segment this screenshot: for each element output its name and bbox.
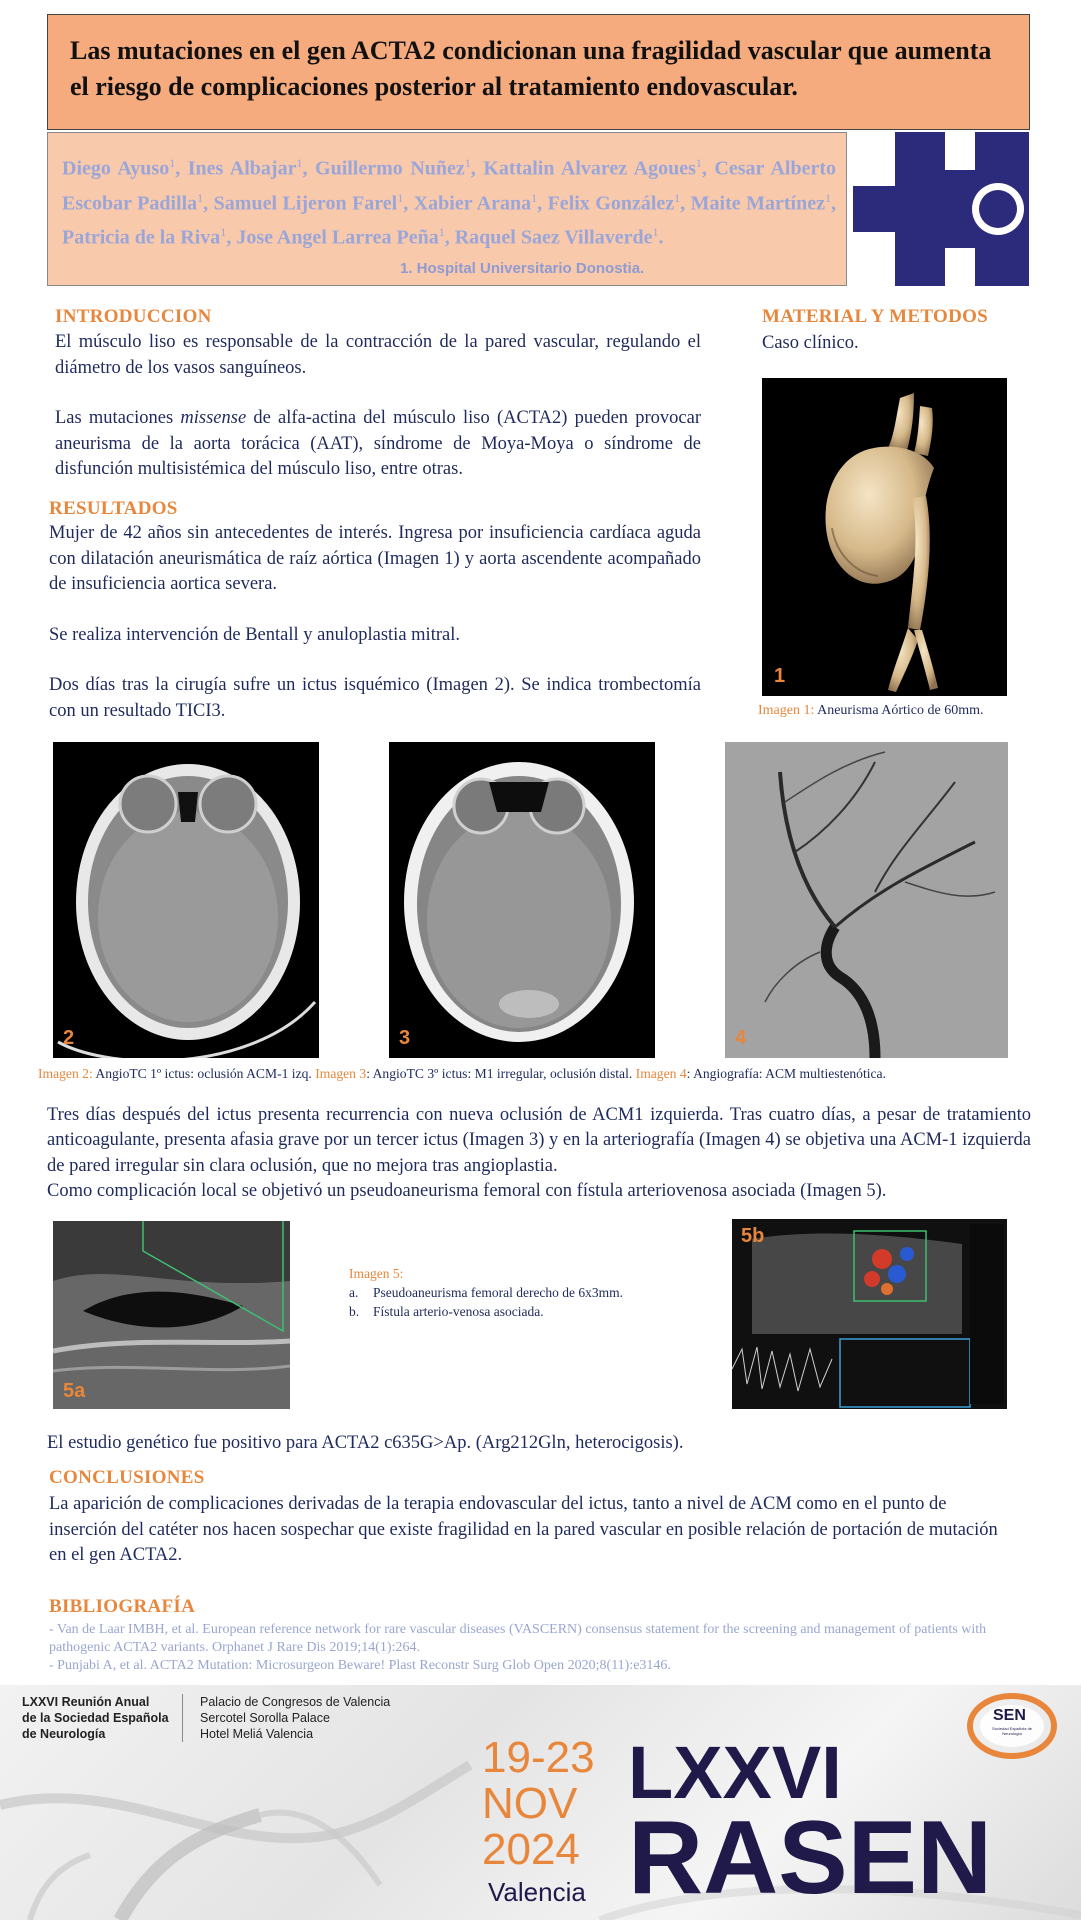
results-paragraph-3: Dos días tras la cirugía sufre un ictus isquémico (Imagen 2). Se indica trombectomía con un resultado TICI3. bbox=[49, 675, 701, 721]
author-list bbox=[62, 149, 836, 253]
angiography-image-4 bbox=[725, 742, 1008, 1058]
logo-stem bbox=[895, 132, 945, 286]
author-affiliation-mark: 1 bbox=[438, 225, 445, 240]
hospital-logo bbox=[853, 132, 1029, 286]
results-paragraph-1: Mujer de 42 años sin antecedentes de interés. Ingresa por insuficiencia cardíaca aguda con dilatación aneurismática de raíz aórtica (Imagen 1) y aorta ascendente acompañado de insuficiencia aortica severa. bbox=[49, 523, 701, 594]
logo-notch-bottom bbox=[945, 248, 975, 286]
ct-image-3 bbox=[389, 742, 655, 1058]
aorta-illustration bbox=[762, 378, 1007, 696]
venue-list: Palacio de Congresos de Valencia Sercotel Sorolla Palace Hotel Meliá Valencia bbox=[200, 1695, 391, 1741]
logo-notch-top bbox=[945, 132, 975, 170]
image-label-5a: 5a bbox=[63, 1380, 86, 1402]
image-5-caption-list bbox=[349, 1283, 623, 1321]
results-text bbox=[49, 521, 701, 724]
author-separator: , bbox=[403, 192, 414, 215]
author-affiliation-mark: 1 bbox=[397, 190, 404, 205]
author-affiliation-mark: 1 bbox=[674, 190, 681, 205]
author-name: Xabier Arana bbox=[413, 192, 532, 215]
author-name: Maite Martínez bbox=[690, 192, 825, 215]
doppler-image-5b bbox=[732, 1219, 1007, 1409]
caption-item-text: Pseudoaneurisma femoral derecho de 6x3mm. bbox=[373, 1285, 624, 1300]
results-heading: RESULTADOS bbox=[49, 498, 178, 519]
doppler-5b bbox=[732, 1219, 1007, 1409]
ct-scan-3 bbox=[389, 742, 655, 1058]
congress-acronym: RASEN bbox=[628, 1800, 993, 1916]
author-separator: , bbox=[302, 157, 316, 180]
image-number-4: 4 bbox=[735, 1027, 747, 1049]
bibliography-heading: BIBLIOGRAFÍA bbox=[49, 1596, 196, 1617]
sen-logo bbox=[965, 1689, 1059, 1763]
course-paragraph-1: Tres días después del ictus presenta recurrencia con nueva oclusión de ACM1 izquierda. Tras cuatro días, a pesar de tratamiento anticoagulante, presenta afasia grave por un tercer ictus (Imagen 3) y en la arteriografía (Imagen 4) se objetiva una ACM-1 izquierda de pared irregular sin clara oclusión, que no mejora tras angioplastia. bbox=[47, 1105, 1031, 1176]
intro-heading: INTRODUCCION bbox=[55, 306, 212, 327]
caption-item bbox=[349, 1302, 623, 1321]
author-separator: . bbox=[658, 226, 664, 249]
image-1-caption: Imagen 1: Aneurisma Aórtico de 60mm. bbox=[758, 703, 984, 718]
author-name: Patricia de la Riva bbox=[62, 226, 221, 249]
bibliography-list bbox=[49, 1621, 999, 1675]
footer-divider bbox=[182, 1694, 183, 1742]
author-separator: , bbox=[226, 226, 237, 249]
ultrasound-image-5a bbox=[53, 1221, 290, 1409]
author-affiliation-mark: 1 bbox=[652, 225, 659, 240]
author-affiliation-mark: 1 bbox=[531, 190, 538, 205]
angiography-scan bbox=[725, 742, 1008, 1058]
author-name: Diego Ayuso bbox=[62, 157, 170, 180]
reference-2: - Punjabi A, et al. ACTA2 Mutation: Microsurgeon Beware! Plast Reconstr Surg Glob Open 2020;8(11):e3146. bbox=[49, 1658, 671, 1673]
caption-item-marker: b. bbox=[349, 1304, 360, 1319]
caption-item-text: Fístula arterio-venosa asociada. bbox=[373, 1304, 544, 1319]
author-separator: , bbox=[680, 192, 691, 215]
genetic-result: El estudio genético fue positivo para ACTA2 c635G>Ap. (Arg212Gln, heterocigosis). bbox=[47, 1433, 684, 1453]
caption-item bbox=[349, 1283, 623, 1302]
aorta-3d-image bbox=[762, 378, 1007, 696]
caption-item-marker: a. bbox=[349, 1285, 359, 1300]
ct-image-2 bbox=[53, 742, 319, 1058]
author-name: Jose Angel Larrea Peña bbox=[236, 226, 439, 249]
clinical-course-text bbox=[47, 1103, 1031, 1204]
author-affiliation-mark: 1 bbox=[825, 190, 831, 205]
image-5-caption bbox=[349, 1264, 623, 1321]
ct-scan-2 bbox=[53, 742, 319, 1058]
image-number-1: 1 bbox=[774, 665, 786, 687]
author-separator: , bbox=[701, 157, 715, 180]
image-number-3: 3 bbox=[399, 1027, 411, 1049]
logo-dot bbox=[979, 190, 1017, 228]
author-affiliation-mark: 1 bbox=[695, 156, 702, 170]
ultrasound-5a bbox=[53, 1221, 290, 1409]
author-separator: , bbox=[175, 157, 188, 180]
sen-logo-subtitle: Sociedad Española de Neurología bbox=[991, 1726, 1033, 1736]
intro-paragraph-2: Las mutaciones missense de alfa-actina del músculo liso (ACTA2) pueden provocar aneurisma de la aorta torácica (AAT), síndrome de Moya-Moya o síndrome de disfunción multisistémica del músculo liso, entre otras. bbox=[55, 408, 701, 479]
author-separator: , bbox=[444, 226, 455, 249]
congress-footer bbox=[0, 1685, 1081, 1920]
intro-paragraph-1: El músculo liso es responsable de la contracción de la pared vascular, regulando el diámetro de los vasos sanguíneos. bbox=[55, 332, 701, 378]
image-5-caption-title: Imagen 5: bbox=[349, 1266, 404, 1281]
author-separator: , bbox=[831, 192, 836, 215]
author-name: Kattalin Alvarez Agoues bbox=[483, 157, 696, 180]
conclusions-heading: CONCLUSIONES bbox=[49, 1467, 205, 1488]
author-name: Samuel Lijeron Farel bbox=[213, 192, 398, 215]
images-2-4-caption: Imagen 2: AngioTC 1º ictus: oclusión ACM-1 izq. Imagen 3: AngioTC 3º ictus: M1 irregular, oclusión distal. Imagen 4: Angiografía: ACM multiestenótica. bbox=[38, 1066, 886, 1081]
author-affiliation-mark: 1 bbox=[197, 190, 204, 205]
congress-numeral: LXXVI bbox=[628, 1731, 842, 1814]
author-name: Cesar Alberto Escobar Padilla bbox=[62, 157, 837, 215]
author-name: Felix González bbox=[547, 192, 675, 215]
congress-dates: 19-23 NOV 2024 bbox=[482, 1733, 595, 1874]
sen-logo-text: SEN bbox=[993, 1707, 1026, 1724]
author-separator: , bbox=[537, 192, 548, 215]
image-number-2: 2 bbox=[63, 1027, 75, 1049]
meeting-name: LXXVI Reunión Anual de la Sociedad Española de Neurología bbox=[22, 1695, 169, 1741]
author-affiliation-mark: 1 bbox=[464, 156, 471, 170]
authors-box bbox=[47, 132, 847, 286]
course-paragraph-2: Como complicación local se objetivó un pseudoaneurisma femoral con fístula arteriovenosa asociada (Imagen 5). bbox=[47, 1180, 887, 1201]
poster-title: Las mutaciones en el gen ACTA2 condicionan una fragilidad vascular que aumenta el riesgo de complicaciones posterior al tratamiento endovascular. bbox=[47, 14, 1030, 130]
author-separator: , bbox=[470, 157, 484, 180]
author-affiliation-mark: 1 bbox=[220, 225, 227, 240]
author-affiliation-mark: 1 bbox=[296, 156, 303, 170]
methods-heading: MATERIAL Y METODOS bbox=[762, 306, 989, 327]
image-label-5b: 5b bbox=[741, 1225, 765, 1247]
conclusions-text: La aparición de complicaciones derivadas de la terapia endovascular del ictus, tanto a nivel de ACM como en el punto de inserción del catéter nos hacen sospechar que existe fragilidad en la pared vascular en posible relación de portación de mutación en el gen ACTA2. bbox=[49, 1494, 998, 1565]
affiliation: 1. Hospital Universitario Donostia. bbox=[400, 260, 645, 277]
reference-1: - Van de Laar IMBH, et al. European reference network for rare vascular diseases (VASCERN) consensus statement for the screening and management of patients with pathogenic ACTA2 variants. Orphanet J Rare Dis 2019;14(1):264. bbox=[49, 1622, 987, 1655]
author-affiliation-mark: 1 bbox=[169, 156, 176, 170]
methods-text: Caso clínico. bbox=[762, 333, 859, 353]
author-name: Raquel Saez Villaverde bbox=[454, 226, 653, 249]
congress-city: Valencia bbox=[488, 1877, 586, 1907]
author-name: Guillermo Nuñez bbox=[315, 157, 465, 180]
author-separator: , bbox=[203, 192, 214, 215]
results-paragraph-2: Se realiza intervención de Bentall y anuloplastia mitral. bbox=[49, 624, 460, 645]
intro-text bbox=[55, 330, 701, 483]
author-name: Ines Albajar bbox=[187, 157, 297, 180]
